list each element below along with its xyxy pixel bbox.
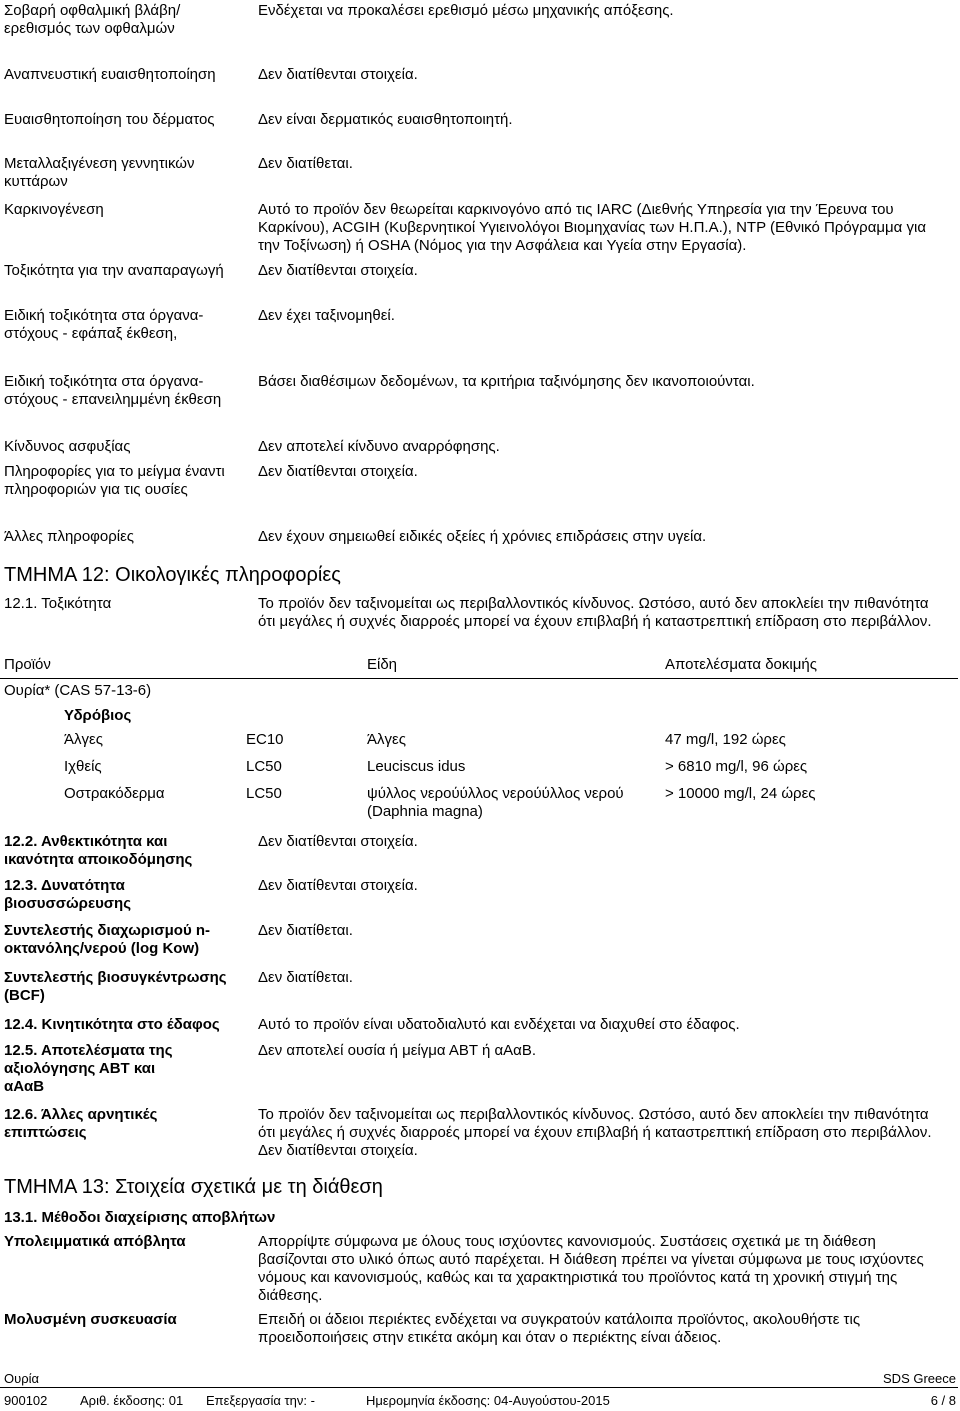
row-test: LC50 bbox=[246, 785, 282, 802]
tox-value-carcinogenicity: Αυτό το προϊόν δεν θεωρείται καρκινογόνο από τις IARC (Διεθνής Υπηρεσία για την Έρευνα του Καρκίνου), ACGIH (Κυβερνητικοί Υγιεινολόγοι Βιομηχανίας των Η.Π.Α.), NTP (Εθνικό Πρόγραμμα για την Τοξίνωση) ή OSHA (Νόμος για την Ασφάλεια και Υγεία στην Εργασία). bbox=[258, 201, 927, 254]
residual-waste-label: Υπολειμματικά απόβλητα bbox=[4, 1233, 186, 1250]
substance-name: Ουρία* (CAS 57-13-6) bbox=[4, 682, 152, 699]
residual-waste-value: Απορρίψτε σύμφωνα με όλους τους ισχύοντες κανονισμούς. Συστάσεις σχετικά με τη διάθεση βασίζονται στο υλικό όπως αυτό παρέχεται. Η διάθεση πρέπει να γίνεται σύμφωνα με τους ισχύοντες νόμους και κανονισμούς, καθώς και τα χαρακτηριστικά του προϊόντος κατά τη χρονική στιγμή της διάθεσης. bbox=[258, 1233, 924, 1304]
section-13-title: ΤΜΗΜΑ 13: Στοιχεία σχετικά με τη διάθεση bbox=[4, 1176, 383, 1198]
tox-value-eye: Ενδέχεται να προκαλέσει ερεθισμό μέσω μηχανικής απόξεσης. bbox=[258, 2, 674, 19]
tox-value-aspiration: Δεν αποτελεί κίνδυνο αναρρόφησης. bbox=[258, 438, 500, 455]
tox-value-mutagenicity: Δεν διατίθεται. bbox=[258, 155, 353, 172]
tox-label-skin: Ευαισθητοποίηση του δέρματος bbox=[4, 111, 215, 128]
footer-revised: Επεξεργασία την: - bbox=[206, 1393, 315, 1408]
section-13-subtitle: 13.1. Μέθοδοι διαχείρισης αποβλήτων bbox=[4, 1209, 276, 1226]
tox-label-carcinogenicity: Καρκινογένεση bbox=[4, 201, 104, 218]
table-header-divider bbox=[0, 678, 958, 679]
footer-revision: Αριθ. έκδοσης: 01 bbox=[80, 1393, 184, 1408]
footer-page-number: 6 / 8 bbox=[930, 1393, 956, 1408]
tox-value-respiratory: Δεν διατίθενται στοιχεία. bbox=[258, 66, 418, 83]
persistence-value: Δεν διατίθενται στοιχεία. bbox=[258, 833, 418, 850]
row-result: 47 mg/l, 192 ώρες bbox=[665, 731, 786, 748]
table-header-species: Είδη bbox=[367, 656, 398, 673]
footer-divider bbox=[0, 1387, 958, 1388]
row-species: ψύλλος νερούύλλος νερούύλλος νερού (Daphnia magna) bbox=[367, 785, 624, 820]
log-kow-value: Δεν διατίθεται. bbox=[258, 922, 353, 939]
pbt-value: Δεν αποτελεί ουσία ή μείγμα ΑΒΤ ή αΑαΒ. bbox=[258, 1042, 537, 1059]
bcf-label: Συντελεστής βιοσυγκέντρωσης (BCF) bbox=[4, 969, 227, 1004]
footer-region: SDS Greece bbox=[883, 1371, 956, 1386]
bioaccumulation-label: 12.3. Δυνατότητα βιοσυσσώρευσης bbox=[4, 877, 132, 912]
tox-label-mixture: Πληροφορίες για το μείγμα έναντι πληροφοριών για τις ουσίες bbox=[4, 463, 225, 498]
footer-product: Ουρία bbox=[4, 1371, 40, 1386]
other-effects-value: Το προϊόν δεν ταξινομείται ως περιβαλλοντικός κίνδυνος. Ωστόσο, αυτό δεν αποκλείει την πιθανότητα ότι μεγάλες ή συχνές διαρροές μπορεί να έχουν επιβλαβή ή καταστρεπτική επίδραση στο περιβάλλον. Δεν διατίθενται στοιχεία. bbox=[258, 1106, 932, 1159]
row-group: Οστρακόδερμα bbox=[64, 785, 165, 802]
mobility-value: Αυτό το προϊόν είναι υδατοδιαλυτό και ενδέχεται να διαχυθεί στο έδαφος. bbox=[258, 1016, 740, 1033]
pbt-label: 12.5. Αποτελέσματα της αξιολόγησης ΑΒΤ και αΑαΒ bbox=[4, 1042, 173, 1095]
tox-label-other: Άλλες πληροφορίες bbox=[4, 528, 135, 545]
section-12-title: ΤΜΗΜΑ 12: Οικολογικές πληροφορίες bbox=[4, 564, 341, 586]
footer-code: 900102 bbox=[4, 1393, 48, 1408]
row-result: > 6810 mg/l, 96 ώρες bbox=[665, 758, 808, 775]
tox-label-stot-repeated: Ειδική τοξικότητα στα όργανα-στόχους - επανειλημμένη έκθεση bbox=[4, 373, 222, 408]
tox-value-stot-repeated: Βάσει διαθέσιμων δεδομένων, τα κριτήρια ταξινόμησης δεν ικανοποιούνται. bbox=[258, 373, 755, 390]
medium-label: Υδρόβιος bbox=[64, 707, 132, 724]
log-kow-label: Συντελεστής διαχωρισμού n-οκτανόλης/νερού (log Kow) bbox=[4, 922, 211, 957]
row-group: Άλγες bbox=[64, 731, 103, 748]
bcf-value: Δεν διατίθεται. bbox=[258, 969, 353, 986]
tox-label-eye: Σοβαρή οφθαλμική βλάβη/ερεθισμός των οφθαλμών bbox=[4, 2, 181, 37]
footer-issue-date: Ημερομηνία έκδοσης: 04-Αυγούστου-2015 bbox=[366, 1393, 610, 1408]
row-species: Άλγες bbox=[367, 731, 406, 748]
contaminated-packaging-label: Μολυσμένη συσκευασία bbox=[4, 1311, 177, 1328]
tox-label-stot-single: Ειδική τοξικότητα στα όργανα-στόχους - εφάπαξ έκθεση, bbox=[4, 307, 204, 342]
mobility-label: 12.4. Κινητικότητα στο έδαφος bbox=[4, 1016, 220, 1033]
tox-value-stot-single: Δεν έχει ταξινομηθεί. bbox=[258, 307, 395, 324]
row-group: Ιχθείς bbox=[64, 758, 102, 775]
ecotoxicity-label: 12.1. Τοξικότητα bbox=[4, 595, 112, 612]
tox-value-reproductive: Δεν διατίθενται στοιχεία. bbox=[258, 262, 418, 279]
row-result: > 10000 mg/l, 24 ώρες bbox=[665, 785, 816, 802]
tox-label-mutagenicity: Μεταλλαξιγένεση γεννητικών κυττάρων bbox=[4, 155, 195, 190]
tox-label-respiratory: Αναπνευστική ευαισθητοποίηση bbox=[4, 66, 216, 83]
row-species: Leuciscus idus bbox=[367, 758, 466, 775]
tox-label-reproductive: Τοξικότητα για την αναπαραγωγή bbox=[4, 262, 224, 279]
row-test: EC10 bbox=[246, 731, 284, 748]
tox-value-mixture: Δεν διατίθενται στοιχεία. bbox=[258, 463, 418, 480]
bioaccumulation-value: Δεν διατίθενται στοιχεία. bbox=[258, 877, 418, 894]
ecotoxicity-value: Το προϊόν δεν ταξινομείται ως περιβαλλοντικός κίνδυνος. Ωστόσο, αυτό δεν αποκλείει την πιθανότητα ότι μεγάλες ή συχνές διαρροές μπορεί να έχουν επιβλαβή ή καταστρεπτική επίδραση στο περιβάλλον. bbox=[258, 595, 932, 630]
table-header-product: Προϊόν bbox=[4, 656, 51, 673]
persistence-label: 12.2. Ανθεκτικότητα και ικανότητα αποικοδόμησης bbox=[4, 833, 193, 868]
tox-value-other: Δεν έχουν σημειωθεί ειδικές οξείες ή χρόνιες επιδράσεις στην υγεία. bbox=[258, 528, 707, 545]
row-test: LC50 bbox=[246, 758, 282, 775]
tox-label-aspiration: Κίνδυνος ασφυξίας bbox=[4, 438, 131, 455]
table-header-results: Αποτελέσματα δοκιμής bbox=[665, 656, 817, 673]
tox-value-skin: Δεν είναι δερματικός ευαισθητοποιητή. bbox=[258, 111, 513, 128]
other-effects-label: 12.6. Άλλες αρνητικές επιπτώσεις bbox=[4, 1106, 158, 1141]
contaminated-packaging-value: Επειδή οι άδειοι περιέκτες ενδέχεται να συγκρατούν κατάλοιπα προϊόντος, ακολουθήστε τις προειδοποιήσεις στην ετικέτα ακόμη και όταν ο περιέκτης είναι άδειος. bbox=[258, 1311, 861, 1346]
